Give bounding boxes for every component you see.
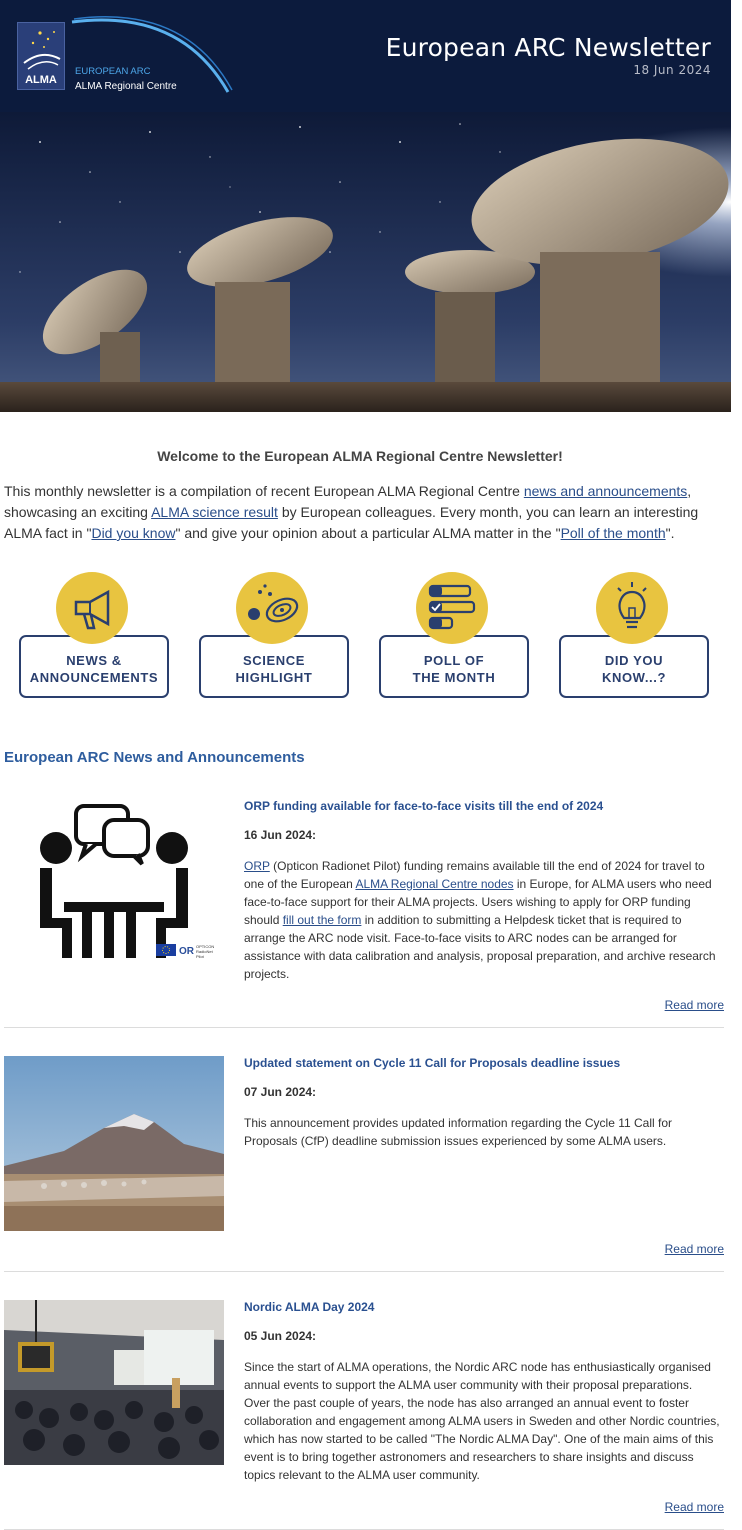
body-text: in Europe, for ALMA users who need face-to-face support for their ALMA projects. Users wishing to apply for ORP funding should [244,877,712,927]
read-more-link[interactable]: Read more [664,998,724,1012]
alma-logo[interactable] [17,22,65,90]
article-divider [4,1271,724,1272]
article-body: This announcement provides updated information regarding the Cycle 11 Call for Proposals (CfP) deadline submission issues experienced by some ALMA users. [244,1116,673,1148]
science-result-link[interactable]: ALMA science result [151,504,278,520]
article-thumbnail-orp[interactable] [4,798,224,964]
newsletter-date: 18 Jun 2024 [633,63,711,77]
svg-text:OPTICON: OPTICON [196,944,215,949]
welcome-heading: Welcome to the European ALMA Regional Centre Newsletter! [157,448,563,464]
body-text: in addition to submitting a Helpdesk ticket that is required to arrange the ARC node visit. Face-to-face visits to ARC nodes can be arranged for assistance with data calibration and analysis, proposal preparation, and archive research projects. [244,913,716,981]
read-more-link[interactable]: Read more [664,1500,724,1514]
article-thumbnail-nordic-day[interactable] [4,1300,224,1465]
article-body [244,857,720,983]
article-date: 07 Jun 2024: [244,1085,317,1099]
logo-arc-decoration [60,14,260,112]
article-title[interactable]: Updated statement on Cycle 11 Call for Proposals deadline issues [244,1056,621,1070]
poll-of-month-link[interactable]: Poll of the month [560,525,666,541]
tile-news-announcements[interactable] [19,572,169,698]
news-announcements-link[interactable]: news and announcements [523,483,688,499]
intro-text: ". [665,525,675,541]
org-name-line1: EUROPEAN ARC [75,66,151,77]
megaphone-icon [56,572,128,644]
star-icon [18,23,66,75]
intro-text: , showcasing an exciting [4,483,692,520]
conference-room-image [4,1300,224,1465]
tile-did-you-know[interactable] [559,572,709,698]
newsletter-title: European ARC Newsletter [385,33,711,62]
tile-label: SCIENCE HIGHLIGHT [235,653,313,685]
body-text: (Opticon Radionet Pilot) funding remains available till the end of 2024 for travel to one of the European [244,859,705,891]
article-thumbnail-cycle11[interactable] [4,1056,224,1231]
poll-icon [416,572,488,644]
tile-label: DID YOU KNOW...? [601,653,667,685]
desert-landscape-image [4,1056,224,1231]
newsletter-header [0,0,731,112]
tile-poll-of-the-month[interactable] [379,572,529,698]
tile-label: NEWS & ANNOUNCEMENTS [29,653,159,685]
article-date: 05 Jun 2024: [244,1329,317,1343]
org-name-line2: ALMA Regional Centre [75,81,177,92]
read-more-link[interactable]: Read more [664,1242,724,1256]
form-link[interactable]: fill out the form [282,913,362,927]
intro-paragraph [4,481,719,544]
eu-flag-icon [156,944,176,956]
meeting-icon [4,798,224,964]
hero-image-antennas [0,112,731,412]
svg-text:OR: OR [179,946,194,957]
svg-text:RadioNet: RadioNet [196,949,213,954]
section-title: European ARC News and Announcements [4,749,305,766]
article-title[interactable]: ORP funding available for face-to-face visits till the end of 2024 [244,799,604,813]
intro-text: " and give your opinion about a particular ALMA matter in the " [175,525,561,541]
tile-label: POLL OF THE MONTH [412,653,496,685]
intro-text: This monthly newsletter is a compilation of recent European ALMA Regional Centre [4,483,524,499]
orp-link[interactable]: ORP [244,859,270,873]
tile-science-highlight[interactable] [199,572,349,698]
lightbulb-icon [596,572,668,644]
svg-text:Pilot: Pilot [196,954,204,959]
arc-nodes-link[interactable]: ALMA Regional Centre nodes [355,877,514,891]
did-you-know-link[interactable]: Did you know [91,525,176,541]
article-title[interactable]: Nordic ALMA Day 2024 [244,1300,375,1314]
article-date: 16 Jun 2024: [244,828,317,842]
logo-text: ALMA [25,74,57,86]
intro-text: by European colleagues. Every month, you can learn an interesting ALMA fact in " [4,504,699,541]
article-divider [4,1027,724,1028]
article-body: Since the start of ALMA operations, the Nordic ARC node has enthusiastically organised annual events to support the ALMA user community with their proposal preparations. Over the past couple of years, the node has also arranged an annual event to foster collaboration and engagement among ALMA users in Sweden and other Nordic countries, which has now started to be called "The Nordic ALMA Day". One of the main aims of this event is to bring together astronomers and researchers to share insights and discuss topics relevant to the ALMA user community. [244,1360,720,1482]
galaxy-icon [236,572,308,644]
